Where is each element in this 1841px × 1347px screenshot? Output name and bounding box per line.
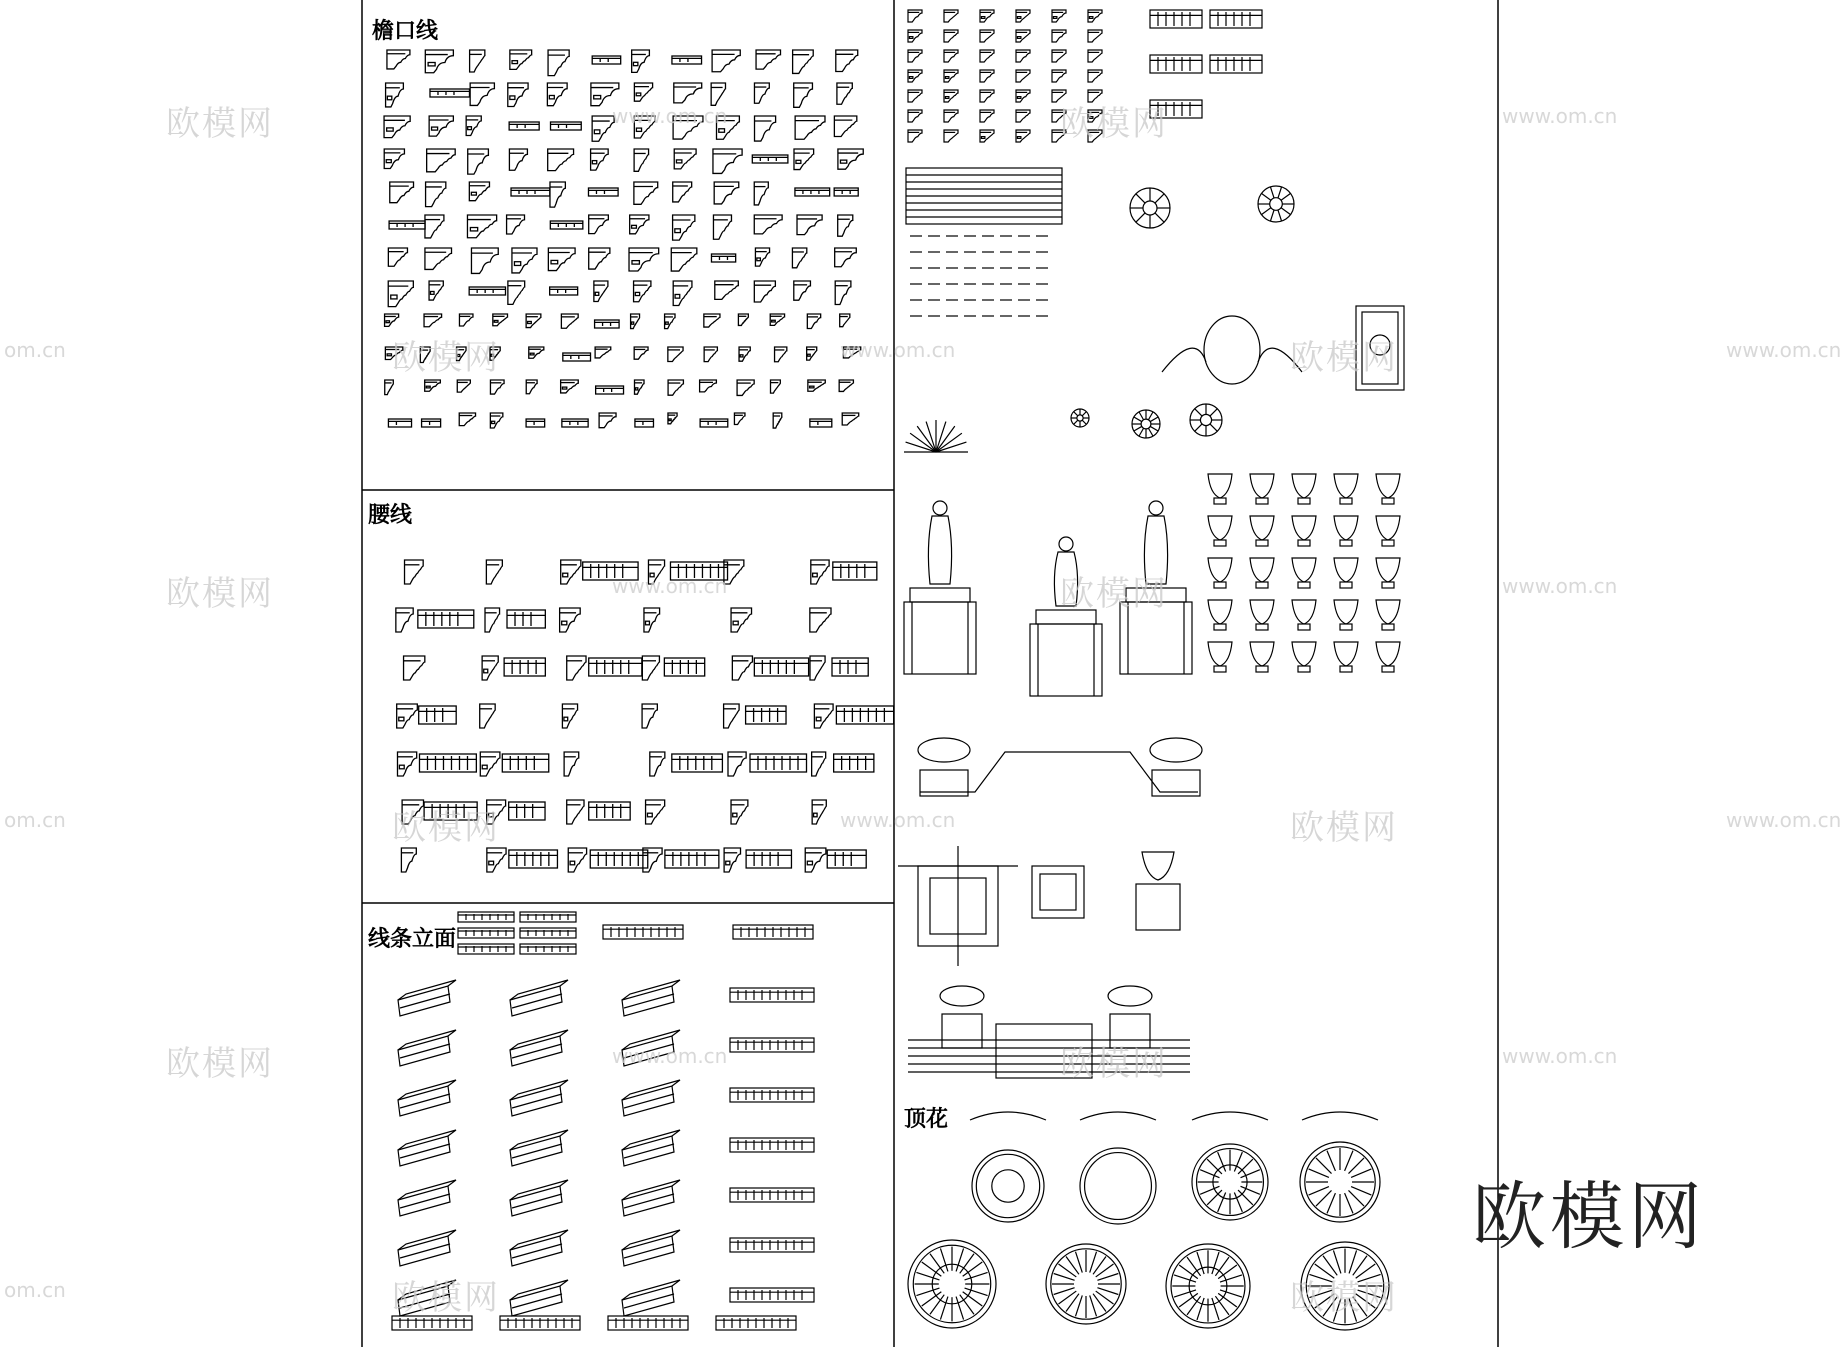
brand-logo: 欧模网	[1472, 1174, 1706, 1260]
section-title-ceiling: 顶花	[904, 1107, 949, 1132]
watermark-url: www.om.cn	[1726, 338, 1841, 362]
watermark-url-fragment: om.cn	[4, 338, 66, 362]
watermark-logo: 欧模网	[392, 338, 500, 378]
watermark-logo: 欧模网	[392, 808, 500, 848]
watermark-url: www.om.cn	[1502, 574, 1618, 598]
watermark-url: www.om.cn	[840, 338, 956, 362]
watermark-logo: 欧模网	[1060, 1044, 1168, 1084]
watermark-url: www.om.cn	[1502, 1044, 1618, 1068]
watermark-logo: 欧模网	[1060, 104, 1168, 144]
watermark-logo: 欧模网	[166, 574, 274, 614]
watermark-logo: 欧模网	[392, 1278, 500, 1318]
watermark-logo: 欧模网	[166, 104, 274, 144]
watermark-url: www.om.cn	[612, 574, 728, 598]
watermark-url: www.om.cn	[612, 104, 728, 128]
watermark-logo: 欧模网	[1290, 338, 1398, 378]
watermark-url: www.om.cn	[1726, 808, 1841, 832]
section-title-elevation: 线条立面	[368, 927, 457, 952]
watermark-url: www.om.cn	[1502, 104, 1618, 128]
watermark-logo: 欧模网	[1060, 574, 1168, 614]
watermark-url-fragment: om.cn	[4, 1278, 66, 1302]
watermark-url-fragment: om.cn	[4, 808, 66, 832]
watermark-logo: 欧模网	[166, 1044, 274, 1084]
watermark-url: www.om.cn	[840, 808, 956, 832]
section-title-cornice: 檐口线	[372, 19, 439, 44]
watermark-logo: 欧模网	[1290, 808, 1398, 848]
watermark-logo: 欧模网	[1290, 1278, 1398, 1318]
section-title-waist: 腰线	[368, 503, 413, 528]
watermark-url: www.om.cn	[612, 1044, 728, 1068]
